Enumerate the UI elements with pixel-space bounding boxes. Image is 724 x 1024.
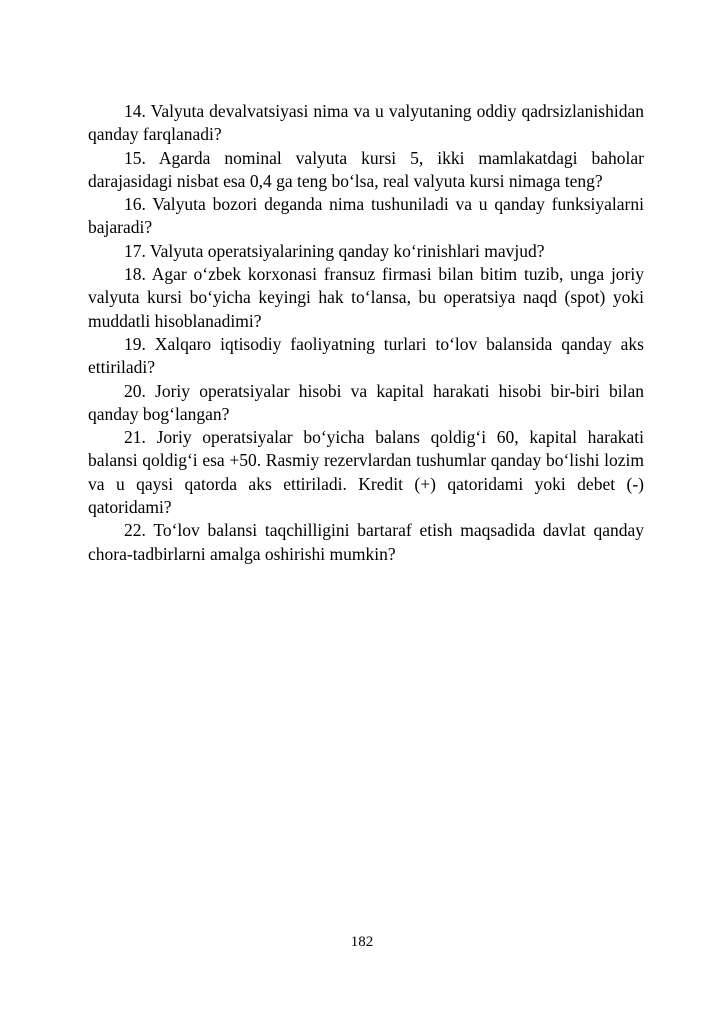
question-list xyxy=(88,100,644,566)
question-20: 20. Joriy operatsiyalar hisobi va kapital harakati hisobi bir-biri bilan qanday bog‘langan? xyxy=(88,380,644,424)
question-22: 22. To‘lov balansi taqchilligini bartaraf etish maqsadida davlat qanday chora-tadbirlarni amalga oshirishi mumkin? xyxy=(88,520,644,564)
question-15: 15. Agarda nominal valyuta kursi 5, ikki mamlakatdagi baholar darajasidagi nisbat esa 0,4 ga teng bo‘lsa, real valyuta kursi nimaga teng? xyxy=(88,147,644,191)
question-16: 16. Valyuta bozori deganda nima tushuniladi va u qanday funksiyalarni bajaradi? xyxy=(88,194,644,238)
page-number: 182 xyxy=(350,934,374,950)
question-14: 14. Valyuta devalvatsiyasi nima va u valyutaning oddiy qadrsizlanishidan qanday farqlanadi? xyxy=(88,101,644,145)
question-19: 19. Xalqaro iqtisodiy faoliyatning turlari to‘lov balansida qanday aks ettiriladi? xyxy=(88,333,644,378)
question-18: 18. Agar o‘zbek korxonasi fransuz firmasi bilan bitim tuzib, unga joriy valyuta kursi bo‘yicha keyingi hak to‘lansa, bu operatsiya naqd (spot) yoki muddatli hisoblanadimi? xyxy=(88,264,644,331)
question-17: 17. Valyuta operatsiyalarining qanday ko‘rinishlari mavjud? xyxy=(124,240,545,261)
question-21: 21. Joriy operatsiyalar bo‘yicha balans qoldig‘i 60, kapital harakati balansi qoldig‘i esa +50. Rasmiy rezervlardan tushumlar qanday bo‘lishi lozim va u qaysi qatorda aks ettiriladi. Kredit (+) qatoridami yoki debet (-) qatoridami? xyxy=(88,427,644,518)
